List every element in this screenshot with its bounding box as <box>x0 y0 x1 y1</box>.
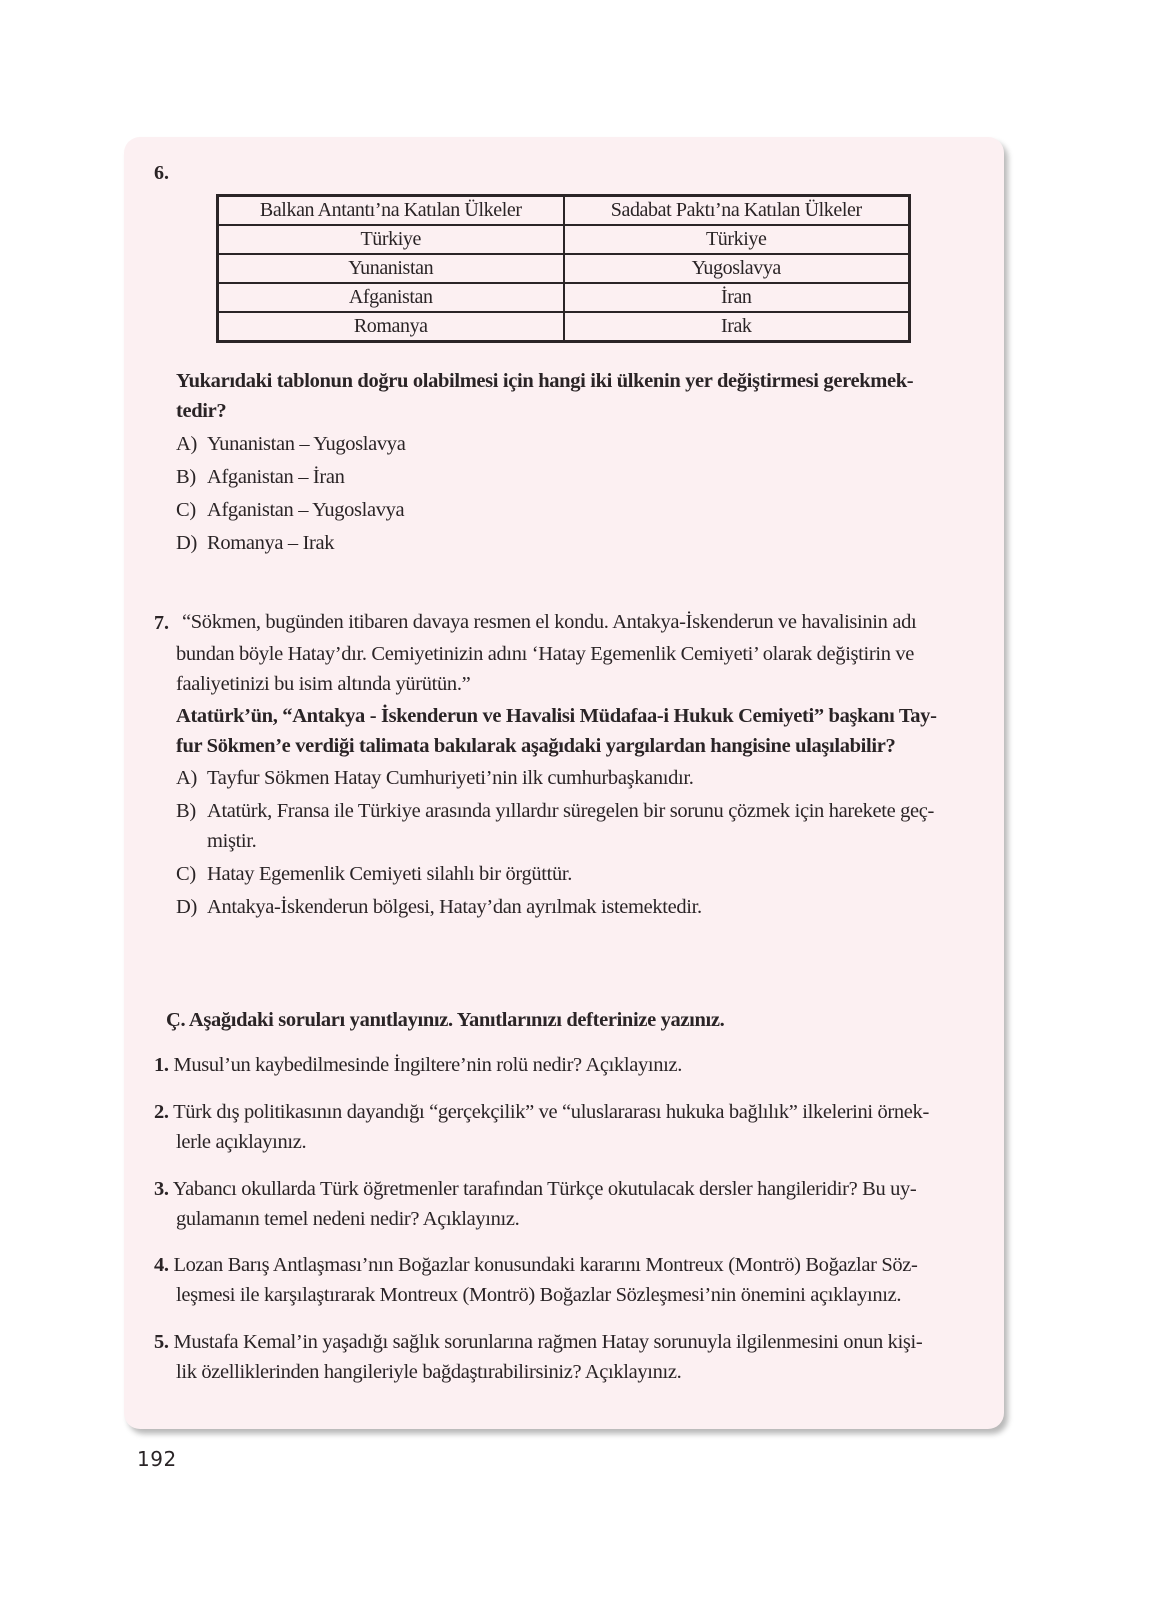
option-text: Romanya – Irak <box>207 532 335 554</box>
table-cell: Romanya <box>218 312 564 342</box>
question-7-stem-line-2: fur Sökmen’e verdiği talimata bakılarak aşağıdaki yargılardan hangisine ulaşılabilir? <box>176 735 896 757</box>
option-text: Afganistan – Yugoslavya <box>207 499 405 521</box>
option-letter: D) <box>176 532 197 554</box>
option-letter: A) <box>176 767 197 789</box>
option-letter: D) <box>176 896 197 918</box>
table-cell: Yunanistan <box>218 254 564 283</box>
question-text: Türk dış politikasının dayandığı “gerçekçilik” ve “uluslararası hukuka bağlılık” ilkelerini örnek- <box>173 1101 929 1123</box>
question-7-option-a[interactable] <box>176 763 693 793</box>
question-text: Mustafa Kemal’in yaşadığı sağlık sorunlarına rağmen Hatay sorunuyla ilgilenmesini onun kişi- <box>173 1331 923 1353</box>
table-row <box>218 254 910 283</box>
question-number: 5. <box>154 1331 169 1353</box>
table-cell: Türkiye <box>564 225 910 254</box>
option-letter: A) <box>176 433 197 455</box>
section-c-question-4 <box>154 1250 918 1310</box>
option-text: Tayfur Sökmen Hatay Cumhuriyeti’nin ilk cumhurbaşkanıdır. <box>207 767 694 789</box>
section-c-heading: Ç. Aşağıdaki soruları yanıtlayınız. Yanıtlarınızı defterinize yazınız. <box>166 1009 725 1031</box>
question-6-stem-line-1: Yukarıdaki tablonun doğru olabilmesi için hangi iki ülkenin yer değiştirmesi gerekmek- <box>176 370 914 392</box>
question-7-option-d[interactable] <box>176 892 702 922</box>
table-cell: Afganistan <box>218 283 564 312</box>
table-header-sadabat: Sadabat Paktı’na Katılan Ülkeler <box>564 196 910 226</box>
countries-table <box>216 194 911 343</box>
question-7-number: 7. <box>154 612 169 634</box>
question-6-number: 6. <box>154 162 169 184</box>
table-row <box>218 283 910 312</box>
option-text-continued: miştir. <box>207 830 257 852</box>
option-text: Antakya-İskenderun bölgesi, Hatay’dan ayrılmak istemektedir. <box>207 896 702 918</box>
option-letter: C) <box>176 863 196 885</box>
question-text-continued: lik özelliklerinden hangileriyle bağdaştırabilirsiniz? Açıklayınız. <box>176 1361 682 1383</box>
question-number: 4. <box>154 1254 169 1276</box>
option-text: Hatay Egemenlik Cemiyeti silahlı bir örgüttür. <box>207 863 572 885</box>
option-letter: B) <box>176 800 196 822</box>
section-c-question-3 <box>154 1174 916 1234</box>
question-6-option-c[interactable] <box>176 495 404 525</box>
option-letter: C) <box>176 499 196 521</box>
section-c-question-5 <box>154 1327 922 1387</box>
question-number: 3. <box>154 1178 169 1200</box>
question-7-option-b[interactable] <box>176 796 934 856</box>
question-7-stem-line-1: Atatürk’ün, “Antakya - İskenderun ve Havalisi Müdafaa-i Hukuk Cemiyeti” başkanı Tay- <box>176 705 937 727</box>
section-c-question-1 <box>154 1050 682 1080</box>
section-c-question-2 <box>154 1097 929 1157</box>
question-6-option-d[interactable] <box>176 528 334 558</box>
table-header-row <box>218 196 910 226</box>
table-cell: Türkiye <box>218 225 564 254</box>
question-6-stem-line-2: tedir? <box>176 400 227 422</box>
table-row <box>218 312 910 342</box>
table-cell: Irak <box>564 312 910 342</box>
question-number: 1. <box>154 1054 169 1076</box>
page-number: 192 <box>137 1447 177 1471</box>
question-text-continued: leşmesi ile karşılaştırarak Montreux (Montrö) Boğazlar Sözleşmesi’nin önemini açıklayınız. <box>176 1284 902 1306</box>
option-text: Afganistan – İran <box>207 466 345 488</box>
question-text: Yabancı okullarda Türk öğretmenler tarafından Türkçe okutulacak dersler hangileridir? Bu uy- <box>172 1178 917 1200</box>
question-7-quote-line-1: “Sökmen, bugünden itibaren davaya resmen el kondu. Antakya-İskenderun ve havalisinin adı <box>182 611 917 633</box>
question-7-option-c[interactable] <box>176 859 572 889</box>
question-number: 2. <box>154 1101 169 1123</box>
option-text: Yunanistan – Yugoslavya <box>207 433 406 455</box>
option-text: Atatürk, Fransa ile Türkiye arasında yıllardır süregelen bir sorunu çözmek için harekete geç- <box>207 800 934 822</box>
question-7-quote-line-3: faaliyetinizi bu isim altında yürütün.” <box>176 673 471 695</box>
question-text: Musul’un kaybedilmesinde İngiltere’nin rolü nedir? Açıklayınız. <box>173 1054 683 1076</box>
exercise-card <box>124 137 1004 1429</box>
question-text-continued: gulamanın temel nedeni nedir? Açıklayınız. <box>176 1208 520 1230</box>
option-letter: B) <box>176 466 196 488</box>
question-7-quote-line-2: bundan böyle Hatay’dır. Cemiyetinizin adını ‘Hatay Egemenlik Cemiyeti’ olarak değiştirin ve <box>176 643 915 665</box>
question-6-option-a[interactable] <box>176 429 405 459</box>
question-text: Lozan Barış Antlaşması’nın Boğazlar konusundaki kararını Montreux (Montrö) Boğazlar Söz- <box>173 1254 918 1276</box>
question-6-option-b[interactable] <box>176 462 345 492</box>
table-cell: Yugoslavya <box>564 254 910 283</box>
table-cell: İran <box>564 283 910 312</box>
table-row <box>218 225 910 254</box>
question-text-continued: lerle açıklayınız. <box>176 1131 307 1153</box>
table-header-balkan: Balkan Antantı’na Katılan Ülkeler <box>218 196 564 226</box>
